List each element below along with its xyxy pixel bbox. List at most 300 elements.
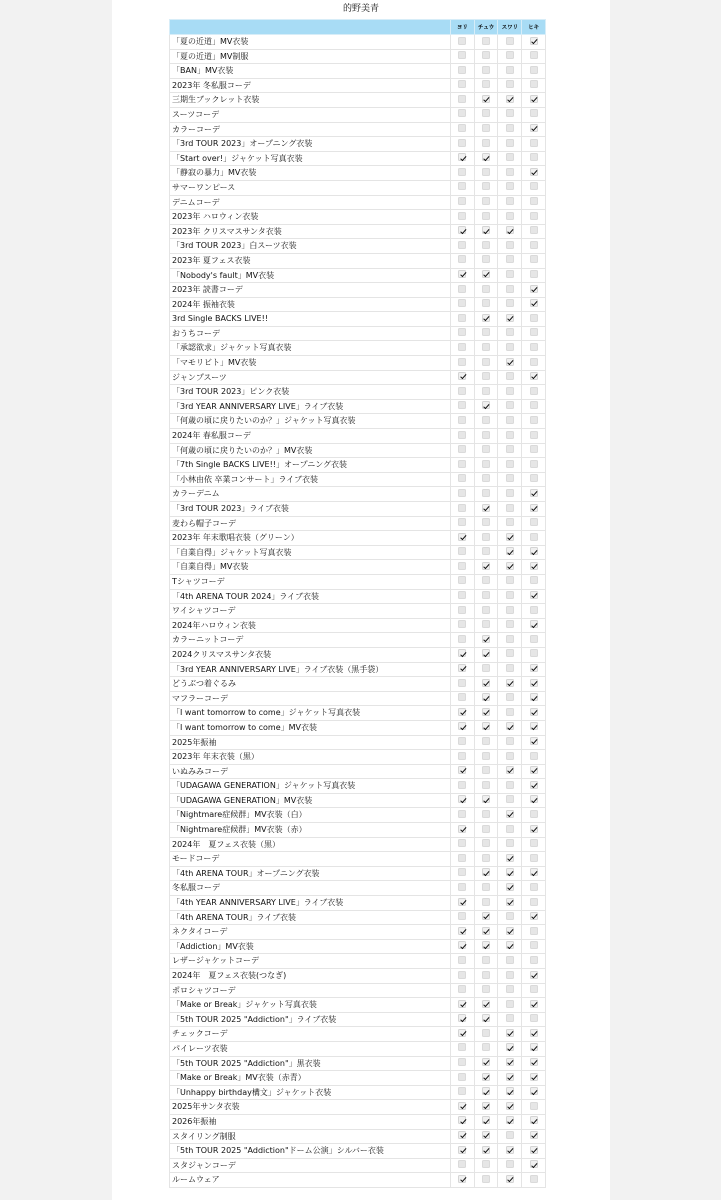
checkbox-unchecked[interactable] bbox=[530, 1014, 538, 1022]
checkbox-unchecked[interactable] bbox=[458, 912, 466, 920]
checkbox-checked[interactable] bbox=[506, 358, 514, 366]
checkbox-checked[interactable] bbox=[482, 927, 490, 935]
checkbox-unchecked[interactable] bbox=[482, 328, 490, 336]
checkbox-checked[interactable] bbox=[530, 591, 538, 599]
checkbox-unchecked[interactable] bbox=[458, 299, 466, 307]
checkbox-unchecked[interactable] bbox=[506, 839, 514, 847]
checkbox-unchecked[interactable] bbox=[506, 591, 514, 599]
checkbox-checked[interactable] bbox=[506, 314, 514, 322]
checkbox-checked[interactable] bbox=[530, 37, 538, 45]
checkbox-unchecked[interactable] bbox=[458, 635, 466, 643]
checkbox-checked[interactable] bbox=[506, 679, 514, 687]
checkbox-unchecked[interactable] bbox=[530, 80, 538, 88]
checkbox-unchecked[interactable] bbox=[458, 839, 466, 847]
checkbox-unchecked[interactable] bbox=[530, 401, 538, 409]
checkbox-unchecked[interactable] bbox=[482, 431, 490, 439]
checkbox-checked[interactable] bbox=[530, 168, 538, 176]
checkbox-unchecked[interactable] bbox=[506, 606, 514, 614]
checkbox-unchecked[interactable] bbox=[482, 168, 490, 176]
checkbox-checked[interactable] bbox=[506, 722, 514, 730]
checkbox-unchecked[interactable] bbox=[458, 343, 466, 351]
checkbox-unchecked[interactable] bbox=[482, 766, 490, 774]
checkbox-unchecked[interactable] bbox=[482, 825, 490, 833]
checkbox-unchecked[interactable] bbox=[506, 168, 514, 176]
checkbox-unchecked[interactable] bbox=[530, 883, 538, 891]
checkbox-checked[interactable] bbox=[458, 898, 466, 906]
checkbox-checked[interactable] bbox=[506, 1073, 514, 1081]
checkbox-checked[interactable] bbox=[506, 1116, 514, 1124]
checkbox-unchecked[interactable] bbox=[458, 1087, 466, 1095]
checkbox-checked[interactable] bbox=[506, 1043, 514, 1051]
checkbox-unchecked[interactable] bbox=[530, 153, 538, 161]
checkbox-checked[interactable] bbox=[482, 722, 490, 730]
checkbox-unchecked[interactable] bbox=[530, 839, 538, 847]
checkbox-unchecked[interactable] bbox=[530, 927, 538, 935]
checkbox-checked[interactable] bbox=[458, 722, 466, 730]
checkbox-unchecked[interactable] bbox=[506, 620, 514, 628]
checkbox-unchecked[interactable] bbox=[530, 328, 538, 336]
checkbox-checked[interactable] bbox=[482, 314, 490, 322]
checkbox-checked[interactable] bbox=[530, 664, 538, 672]
checkbox-checked[interactable] bbox=[530, 679, 538, 687]
checkbox-unchecked[interactable] bbox=[482, 299, 490, 307]
checkbox-unchecked[interactable] bbox=[506, 328, 514, 336]
checkbox-checked[interactable] bbox=[458, 708, 466, 716]
checkbox-unchecked[interactable] bbox=[506, 299, 514, 307]
checkbox-checked[interactable] bbox=[530, 912, 538, 920]
checkbox-unchecked[interactable] bbox=[482, 606, 490, 614]
checkbox-unchecked[interactable] bbox=[482, 547, 490, 555]
checkbox-checked[interactable] bbox=[482, 941, 490, 949]
checkbox-unchecked[interactable] bbox=[506, 971, 514, 979]
checkbox-checked[interactable] bbox=[530, 1058, 538, 1066]
checkbox-checked[interactable] bbox=[530, 285, 538, 293]
checkbox-unchecked[interactable] bbox=[458, 431, 466, 439]
checkbox-unchecked[interactable] bbox=[530, 752, 538, 760]
checkbox-checked[interactable] bbox=[530, 1029, 538, 1037]
checkbox-unchecked[interactable] bbox=[530, 810, 538, 818]
checkbox-checked[interactable] bbox=[458, 1029, 466, 1037]
checkbox-unchecked[interactable] bbox=[506, 285, 514, 293]
checkbox-unchecked[interactable] bbox=[458, 358, 466, 366]
checkbox-unchecked[interactable] bbox=[506, 781, 514, 789]
checkbox-unchecked[interactable] bbox=[482, 460, 490, 468]
checkbox-unchecked[interactable] bbox=[458, 139, 466, 147]
checkbox-unchecked[interactable] bbox=[530, 576, 538, 584]
checkbox-checked[interactable] bbox=[458, 372, 466, 380]
checkbox-unchecked[interactable] bbox=[506, 431, 514, 439]
checkbox-checked[interactable] bbox=[506, 533, 514, 541]
checkbox-checked[interactable] bbox=[506, 766, 514, 774]
checkbox-unchecked[interactable] bbox=[482, 124, 490, 132]
checkbox-unchecked[interactable] bbox=[482, 372, 490, 380]
checkbox-checked[interactable] bbox=[482, 693, 490, 701]
checkbox-checked[interactable] bbox=[482, 868, 490, 876]
checkbox-unchecked[interactable] bbox=[458, 883, 466, 891]
checkbox-checked[interactable] bbox=[482, 95, 490, 103]
checkbox-checked[interactable] bbox=[482, 270, 490, 278]
checkbox-checked[interactable] bbox=[530, 504, 538, 512]
checkbox-unchecked[interactable] bbox=[482, 37, 490, 45]
checkbox-unchecked[interactable] bbox=[482, 839, 490, 847]
checkbox-unchecked[interactable] bbox=[506, 1014, 514, 1022]
checkbox-unchecked[interactable] bbox=[530, 518, 538, 526]
checkbox-unchecked[interactable] bbox=[530, 1102, 538, 1110]
checkbox-unchecked[interactable] bbox=[482, 255, 490, 263]
checkbox-checked[interactable] bbox=[530, 562, 538, 570]
checkbox-unchecked[interactable] bbox=[482, 51, 490, 59]
checkbox-unchecked[interactable] bbox=[506, 460, 514, 468]
checkbox-checked[interactable] bbox=[530, 868, 538, 876]
checkbox-unchecked[interactable] bbox=[506, 80, 514, 88]
checkbox-checked[interactable] bbox=[506, 883, 514, 891]
checkbox-checked[interactable] bbox=[506, 941, 514, 949]
checkbox-checked[interactable] bbox=[458, 1116, 466, 1124]
checkbox-unchecked[interactable] bbox=[506, 270, 514, 278]
checkbox-checked[interactable] bbox=[530, 1073, 538, 1081]
checkbox-checked[interactable] bbox=[530, 766, 538, 774]
checkbox-unchecked[interactable] bbox=[458, 401, 466, 409]
checkbox-unchecked[interactable] bbox=[458, 1073, 466, 1081]
checkbox-unchecked[interactable] bbox=[530, 255, 538, 263]
checkbox-unchecked[interactable] bbox=[530, 431, 538, 439]
checkbox-checked[interactable] bbox=[530, 489, 538, 497]
checkbox-checked[interactable] bbox=[482, 795, 490, 803]
checkbox-checked[interactable] bbox=[530, 1000, 538, 1008]
checkbox-checked[interactable] bbox=[530, 708, 538, 716]
checkbox-unchecked[interactable] bbox=[530, 416, 538, 424]
checkbox-unchecked[interactable] bbox=[482, 898, 490, 906]
checkbox-unchecked[interactable] bbox=[506, 1160, 514, 1168]
checkbox-unchecked[interactable] bbox=[458, 591, 466, 599]
checkbox-checked[interactable] bbox=[506, 547, 514, 555]
checkbox-unchecked[interactable] bbox=[530, 1175, 538, 1183]
checkbox-checked[interactable] bbox=[458, 1000, 466, 1008]
checkbox-checked[interactable] bbox=[482, 1000, 490, 1008]
checkbox-unchecked[interactable] bbox=[482, 1029, 490, 1037]
checkbox-unchecked[interactable] bbox=[458, 212, 466, 220]
checkbox-checked[interactable] bbox=[482, 226, 490, 234]
checkbox-unchecked[interactable] bbox=[530, 606, 538, 614]
checkbox-checked[interactable] bbox=[506, 1029, 514, 1037]
checkbox-unchecked[interactable] bbox=[458, 1058, 466, 1066]
checkbox-unchecked[interactable] bbox=[482, 1175, 490, 1183]
checkbox-unchecked[interactable] bbox=[458, 971, 466, 979]
checkbox-checked[interactable] bbox=[506, 1102, 514, 1110]
checkbox-checked[interactable] bbox=[458, 1102, 466, 1110]
checkbox-unchecked[interactable] bbox=[530, 343, 538, 351]
checkbox-unchecked[interactable] bbox=[482, 182, 490, 190]
checkbox-unchecked[interactable] bbox=[506, 343, 514, 351]
checkbox-unchecked[interactable] bbox=[458, 562, 466, 570]
checkbox-unchecked[interactable] bbox=[458, 109, 466, 117]
checkbox-unchecked[interactable] bbox=[458, 504, 466, 512]
checkbox-unchecked[interactable] bbox=[506, 1131, 514, 1139]
checkbox-unchecked[interactable] bbox=[482, 212, 490, 220]
checkbox-unchecked[interactable] bbox=[458, 985, 466, 993]
checkbox-unchecked[interactable] bbox=[458, 314, 466, 322]
checkbox-checked[interactable] bbox=[506, 95, 514, 103]
checkbox-unchecked[interactable] bbox=[482, 285, 490, 293]
checkbox-unchecked[interactable] bbox=[458, 956, 466, 964]
checkbox-unchecked[interactable] bbox=[506, 649, 514, 657]
checkbox-unchecked[interactable] bbox=[458, 576, 466, 584]
checkbox-checked[interactable] bbox=[482, 401, 490, 409]
checkbox-unchecked[interactable] bbox=[506, 708, 514, 716]
checkbox-unchecked[interactable] bbox=[458, 241, 466, 249]
checkbox-unchecked[interactable] bbox=[458, 854, 466, 862]
checkbox-unchecked[interactable] bbox=[530, 182, 538, 190]
checkbox-checked[interactable] bbox=[530, 1043, 538, 1051]
checkbox-unchecked[interactable] bbox=[506, 795, 514, 803]
checkbox-unchecked[interactable] bbox=[530, 474, 538, 482]
checkbox-unchecked[interactable] bbox=[506, 109, 514, 117]
checkbox-checked[interactable] bbox=[458, 795, 466, 803]
checkbox-unchecked[interactable] bbox=[530, 314, 538, 322]
checkbox-checked[interactable] bbox=[506, 226, 514, 234]
checkbox-unchecked[interactable] bbox=[458, 95, 466, 103]
checkbox-checked[interactable] bbox=[482, 649, 490, 657]
checkbox-unchecked[interactable] bbox=[482, 591, 490, 599]
checkbox-unchecked[interactable] bbox=[458, 51, 466, 59]
checkbox-unchecked[interactable] bbox=[506, 255, 514, 263]
checkbox-unchecked[interactable] bbox=[482, 80, 490, 88]
checkbox-checked[interactable] bbox=[530, 825, 538, 833]
checkbox-unchecked[interactable] bbox=[530, 241, 538, 249]
checkbox-unchecked[interactable] bbox=[506, 693, 514, 701]
checkbox-unchecked[interactable] bbox=[530, 898, 538, 906]
checkbox-checked[interactable] bbox=[482, 635, 490, 643]
checkbox-unchecked[interactable] bbox=[530, 985, 538, 993]
checkbox-unchecked[interactable] bbox=[530, 197, 538, 205]
checkbox-checked[interactable] bbox=[530, 971, 538, 979]
checkbox-checked[interactable] bbox=[482, 1146, 490, 1154]
checkbox-checked[interactable] bbox=[530, 795, 538, 803]
checkbox-unchecked[interactable] bbox=[458, 1160, 466, 1168]
checkbox-unchecked[interactable] bbox=[458, 693, 466, 701]
checkbox-unchecked[interactable] bbox=[458, 518, 466, 526]
checkbox-unchecked[interactable] bbox=[506, 401, 514, 409]
checkbox-checked[interactable] bbox=[482, 708, 490, 716]
checkbox-checked[interactable] bbox=[458, 1175, 466, 1183]
checkbox-unchecked[interactable] bbox=[506, 518, 514, 526]
checkbox-checked[interactable] bbox=[530, 781, 538, 789]
checkbox-checked[interactable] bbox=[482, 1102, 490, 1110]
checkbox-unchecked[interactable] bbox=[458, 285, 466, 293]
checkbox-unchecked[interactable] bbox=[506, 956, 514, 964]
checkbox-checked[interactable] bbox=[458, 649, 466, 657]
checkbox-unchecked[interactable] bbox=[506, 387, 514, 395]
checkbox-unchecked[interactable] bbox=[506, 664, 514, 672]
checkbox-checked[interactable] bbox=[530, 737, 538, 745]
checkbox-unchecked[interactable] bbox=[458, 445, 466, 453]
checkbox-unchecked[interactable] bbox=[482, 489, 490, 497]
checkbox-unchecked[interactable] bbox=[458, 460, 466, 468]
checkbox-unchecked[interactable] bbox=[482, 474, 490, 482]
checkbox-unchecked[interactable] bbox=[458, 387, 466, 395]
checkbox-checked[interactable] bbox=[482, 1116, 490, 1124]
checkbox-unchecked[interactable] bbox=[458, 37, 466, 45]
checkbox-unchecked[interactable] bbox=[458, 1043, 466, 1051]
checkbox-checked[interactable] bbox=[506, 1087, 514, 1095]
checkbox-unchecked[interactable] bbox=[458, 474, 466, 482]
checkbox-checked[interactable] bbox=[530, 1146, 538, 1154]
checkbox-unchecked[interactable] bbox=[458, 781, 466, 789]
checkbox-checked[interactable] bbox=[506, 898, 514, 906]
checkbox-checked[interactable] bbox=[458, 226, 466, 234]
checkbox-unchecked[interactable] bbox=[506, 182, 514, 190]
checkbox-checked[interactable] bbox=[482, 562, 490, 570]
checkbox-unchecked[interactable] bbox=[458, 737, 466, 745]
checkbox-unchecked[interactable] bbox=[458, 752, 466, 760]
checkbox-unchecked[interactable] bbox=[506, 825, 514, 833]
checkbox-checked[interactable] bbox=[530, 1087, 538, 1095]
checkbox-unchecked[interactable] bbox=[458, 679, 466, 687]
checkbox-unchecked[interactable] bbox=[482, 576, 490, 584]
checkbox-unchecked[interactable] bbox=[530, 387, 538, 395]
checkbox-unchecked[interactable] bbox=[458, 620, 466, 628]
checkbox-checked[interactable] bbox=[482, 153, 490, 161]
checkbox-unchecked[interactable] bbox=[482, 883, 490, 891]
checkbox-checked[interactable] bbox=[530, 722, 538, 730]
checkbox-unchecked[interactable] bbox=[506, 445, 514, 453]
checkbox-unchecked[interactable] bbox=[530, 358, 538, 366]
checkbox-checked[interactable] bbox=[482, 504, 490, 512]
checkbox-checked[interactable] bbox=[482, 1058, 490, 1066]
checkbox-checked[interactable] bbox=[530, 1131, 538, 1139]
checkbox-checked[interactable] bbox=[458, 1014, 466, 1022]
checkbox-unchecked[interactable] bbox=[506, 416, 514, 424]
checkbox-checked[interactable] bbox=[482, 1073, 490, 1081]
checkbox-unchecked[interactable] bbox=[506, 635, 514, 643]
checkbox-unchecked[interactable] bbox=[506, 912, 514, 920]
checkbox-unchecked[interactable] bbox=[506, 504, 514, 512]
checkbox-unchecked[interactable] bbox=[482, 1160, 490, 1168]
checkbox-unchecked[interactable] bbox=[530, 854, 538, 862]
checkbox-unchecked[interactable] bbox=[506, 37, 514, 45]
checkbox-unchecked[interactable] bbox=[530, 649, 538, 657]
checkbox-checked[interactable] bbox=[482, 1014, 490, 1022]
checkbox-checked[interactable] bbox=[482, 912, 490, 920]
checkbox-unchecked[interactable] bbox=[482, 66, 490, 74]
checkbox-unchecked[interactable] bbox=[482, 781, 490, 789]
checkbox-checked[interactable] bbox=[530, 124, 538, 132]
checkbox-checked[interactable] bbox=[506, 868, 514, 876]
checkbox-unchecked[interactable] bbox=[506, 51, 514, 59]
checkbox-unchecked[interactable] bbox=[482, 109, 490, 117]
checkbox-unchecked[interactable] bbox=[482, 1043, 490, 1051]
checkbox-unchecked[interactable] bbox=[530, 139, 538, 147]
checkbox-unchecked[interactable] bbox=[530, 109, 538, 117]
checkbox-unchecked[interactable] bbox=[530, 270, 538, 278]
checkbox-unchecked[interactable] bbox=[506, 212, 514, 220]
checkbox-unchecked[interactable] bbox=[530, 635, 538, 643]
checkbox-unchecked[interactable] bbox=[482, 445, 490, 453]
checkbox-checked[interactable] bbox=[506, 1058, 514, 1066]
checkbox-checked[interactable] bbox=[482, 1087, 490, 1095]
checkbox-checked[interactable] bbox=[458, 533, 466, 541]
checkbox-unchecked[interactable] bbox=[506, 737, 514, 745]
checkbox-checked[interactable] bbox=[458, 1131, 466, 1139]
checkbox-unchecked[interactable] bbox=[482, 664, 490, 672]
checkbox-checked[interactable] bbox=[530, 299, 538, 307]
checkbox-unchecked[interactable] bbox=[506, 985, 514, 993]
checkbox-unchecked[interactable] bbox=[506, 153, 514, 161]
checkbox-unchecked[interactable] bbox=[458, 416, 466, 424]
checkbox-unchecked[interactable] bbox=[458, 489, 466, 497]
checkbox-checked[interactable] bbox=[530, 547, 538, 555]
checkbox-unchecked[interactable] bbox=[482, 197, 490, 205]
checkbox-unchecked[interactable] bbox=[530, 51, 538, 59]
checkbox-unchecked[interactable] bbox=[458, 328, 466, 336]
checkbox-unchecked[interactable] bbox=[458, 606, 466, 614]
checkbox-unchecked[interactable] bbox=[458, 80, 466, 88]
checkbox-unchecked[interactable] bbox=[482, 752, 490, 760]
checkbox-checked[interactable] bbox=[458, 825, 466, 833]
checkbox-unchecked[interactable] bbox=[530, 212, 538, 220]
checkbox-unchecked[interactable] bbox=[458, 197, 466, 205]
checkbox-checked[interactable] bbox=[530, 620, 538, 628]
checkbox-unchecked[interactable] bbox=[458, 810, 466, 818]
checkbox-checked[interactable] bbox=[458, 270, 466, 278]
checkbox-unchecked[interactable] bbox=[506, 576, 514, 584]
checkbox-unchecked[interactable] bbox=[506, 752, 514, 760]
checkbox-unchecked[interactable] bbox=[482, 387, 490, 395]
checkbox-checked[interactable] bbox=[458, 1146, 466, 1154]
checkbox-unchecked[interactable] bbox=[530, 533, 538, 541]
checkbox-unchecked[interactable] bbox=[482, 343, 490, 351]
checkbox-unchecked[interactable] bbox=[482, 737, 490, 745]
checkbox-unchecked[interactable] bbox=[482, 620, 490, 628]
checkbox-unchecked[interactable] bbox=[482, 533, 490, 541]
checkbox-unchecked[interactable] bbox=[530, 460, 538, 468]
checkbox-unchecked[interactable] bbox=[506, 124, 514, 132]
checkbox-checked[interactable] bbox=[458, 927, 466, 935]
checkbox-unchecked[interactable] bbox=[458, 547, 466, 555]
checkbox-checked[interactable] bbox=[530, 693, 538, 701]
checkbox-unchecked[interactable] bbox=[458, 168, 466, 176]
checkbox-checked[interactable] bbox=[458, 153, 466, 161]
checkbox-unchecked[interactable] bbox=[482, 956, 490, 964]
checkbox-unchecked[interactable] bbox=[530, 445, 538, 453]
checkbox-checked[interactable] bbox=[530, 1116, 538, 1124]
checkbox-unchecked[interactable] bbox=[482, 518, 490, 526]
checkbox-unchecked[interactable] bbox=[506, 197, 514, 205]
checkbox-checked[interactable] bbox=[506, 562, 514, 570]
checkbox-unchecked[interactable] bbox=[458, 255, 466, 263]
checkbox-unchecked[interactable] bbox=[530, 226, 538, 234]
checkbox-unchecked[interactable] bbox=[530, 941, 538, 949]
checkbox-unchecked[interactable] bbox=[482, 358, 490, 366]
checkbox-checked[interactable] bbox=[506, 810, 514, 818]
checkbox-checked[interactable] bbox=[458, 664, 466, 672]
checkbox-checked[interactable] bbox=[506, 854, 514, 862]
checkbox-unchecked[interactable] bbox=[458, 868, 466, 876]
checkbox-checked[interactable] bbox=[506, 927, 514, 935]
checkbox-unchecked[interactable] bbox=[506, 241, 514, 249]
checkbox-unchecked[interactable] bbox=[506, 489, 514, 497]
checkbox-unchecked[interactable] bbox=[458, 182, 466, 190]
checkbox-checked[interactable] bbox=[530, 95, 538, 103]
checkbox-checked[interactable] bbox=[530, 372, 538, 380]
checkbox-checked[interactable] bbox=[482, 679, 490, 687]
checkbox-unchecked[interactable] bbox=[482, 854, 490, 862]
checkbox-unchecked[interactable] bbox=[506, 1000, 514, 1008]
checkbox-unchecked[interactable] bbox=[482, 139, 490, 147]
checkbox-unchecked[interactable] bbox=[506, 474, 514, 482]
checkbox-checked[interactable] bbox=[458, 766, 466, 774]
checkbox-checked[interactable] bbox=[458, 941, 466, 949]
